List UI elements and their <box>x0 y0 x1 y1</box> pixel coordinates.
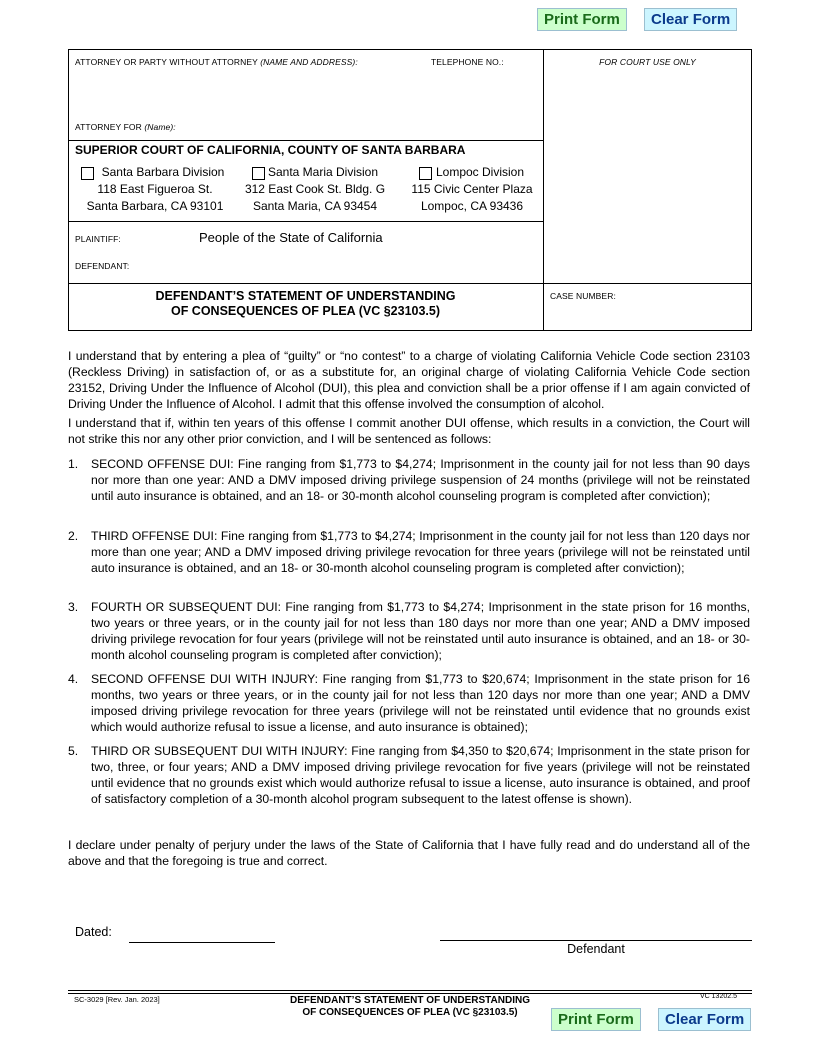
form-id: SC-3029 [Rev. Jan. 2023] <box>74 995 160 1004</box>
form-title: DEFENDANT’S STATEMENT OF UNDERSTANDING OF CONSEQUENCES OF PLEA (VC §23103.5) <box>155 289 456 318</box>
code-reference: VC 13202.5 <box>700 993 737 1000</box>
footer-title: DEFENDANT’S STATEMENT OF UNDERSTANDING OF CONSEQUENCES OF PLEA (VC §23103.5) <box>290 995 530 1018</box>
plaintiff-value: People of the State of California <box>199 230 383 245</box>
item-number: 1. <box>68 457 79 471</box>
defendant-signature-label: Defendant <box>567 942 625 956</box>
item-number: 5. <box>68 744 79 758</box>
case-number-label: CASE NUMBER: <box>550 291 616 301</box>
divider-parties <box>68 283 752 284</box>
item-number: 2. <box>68 529 79 543</box>
dated-label: Dated: <box>75 925 112 939</box>
item-second-offense: SECOND OFFENSE DUI: Fine ranging from $1,773 to $4,274; Imprisonment in the county jail for not less than 90 days nor more than one year: AND a DMV imposed driving privilege suspension of 24 months (privilege will not be reinstated until auto insurance is obtained, and an 18- or 30-month alcohol counseling program is completed after conviction); <box>91 457 750 503</box>
divider-court <box>68 221 543 222</box>
attorney-for-input[interactable] <box>190 118 534 136</box>
clear-form-button[interactable]: Clear Form <box>644 8 737 31</box>
defendant-label: DEFENDANT: <box>75 261 130 271</box>
defendant-signature-line[interactable] <box>440 940 752 941</box>
attorney-for-label: ATTORNEY FOR (Name): <box>75 122 176 132</box>
item-second-injury: SECOND OFFENSE DUI WITH INJURY: Fine ranging from $1,773 to $20,674; Imprisonment in the state prison for 16 months, two years or three years, or in the county jail for not less than 120 days nor more than one year; AND a DMV imposed driving privilege revocation for three years (privilege will not be reinstated until evidence that no grounds exist which would authorize refusal to issue a license, and auto insurance is obtained); <box>91 672 750 734</box>
paragraph-consequences: I understand that if, within ten years of this offense I commit another DUI offense, which results in a conviction, the Court will not strike this nor any other prior conviction, and I will be sentenced as follows: <box>68 416 750 446</box>
lompoc-division: Lompoc Division 115 Civic Center Plaza Lompoc, CA 93436 <box>411 165 533 213</box>
attorney-label: ATTORNEY OR PARTY WITHOUT ATTORNEY (NAME AND ADDRESS): <box>75 57 358 67</box>
divider-attorney <box>68 140 543 141</box>
case-number-input[interactable] <box>550 306 750 326</box>
santa-barbara-division: Santa Barbara Division 118 East Figueroa St. Santa Barbara, CA 93101 <box>86 165 225 213</box>
telephone-label: TELEPHONE NO.: <box>431 57 504 67</box>
attorney-name-address-input[interactable] <box>74 70 538 120</box>
footer-rule-bottom <box>68 993 752 994</box>
print-form-button[interactable]: Print Form <box>537 8 627 31</box>
clear-form-button-bottom[interactable]: Clear Form <box>658 1008 751 1031</box>
print-form-button-bottom[interactable]: Print Form <box>551 1008 641 1031</box>
item-third-injury: THIRD OR SUBSEQUENT DUI WITH INJURY: Fine ranging from $4,350 to $20,674; Imprisonment in the state prison for two, three, or four years; AND a DMV imposed driving privilege revocation for five years (privilege will not be reinstated until evidence that no grounds exist which would authorize refusal to issue a license, auto insurance is obtained, and proof of satisfactory completion of a 30-month alcohol program subsequent to the latest offense is shown). <box>91 744 750 806</box>
declaration: I declare under penalty of perjury under the laws of the State of California that I have fully read and do understand all of the above and that the foregoing is true and correct. <box>68 838 750 868</box>
item-number: 4. <box>68 672 79 686</box>
footer-rule-top <box>68 990 752 991</box>
court-title: SUPERIOR COURT OF CALIFORNIA, COUNTY OF SANTA BARBARA <box>75 143 466 157</box>
plaintiff-label: PLAINTIFF: <box>75 234 121 244</box>
court-use-label: FOR COURT USE ONLY <box>599 57 696 67</box>
santa-maria-division: Santa Maria Division 312 East Cook St. Bldg. G Santa Maria, CA 93454 <box>244 165 386 213</box>
dated-input[interactable] <box>129 924 275 943</box>
item-number: 3. <box>68 600 79 614</box>
item-third-offense: THIRD OFFENSE DUI: Fine ranging from $1,773 to $4,274; Imprisonment in the county jail for not less than 120 days nor more than one year; AND a DMV imposed driving privilege revocation for three years (privilege will not be reinstated until auto insurance is obtained, and an 18- or 30-month alcohol counseling program is completed after conviction); <box>91 529 750 575</box>
item-fourth-offense: FOURTH OR SUBSEQUENT DUI: Fine ranging from $1,773 to $4,274; Imprisonment in the state prison for 16 months, two years or three years, or in the county jail for not less than 180 days nor more than one year; AND a DMV imposed driving privilege revocation for four years (privilege will not be reinstated until auto insurance is obtained, and an 18- or 30-month alcohol counseling program is completed after conviction); <box>91 600 750 662</box>
defendant-input[interactable] <box>140 256 539 274</box>
paragraph-plea: I understand that by entering a plea of “guilty” or “no contest” to a charge of violating California Vehicle Code section 23103 (Reckless Driving) in satisfaction of, or as a substitute for, an original charge of violating California Vehicle Code section 23152, Driving Under the Influence of Alcohol (DUI), this plea and conviction shall be a prior offense if I am again convicted of Driving Under the Influence of Alcohol. I admit that this offense involved the consumption of alcohol. <box>68 349 750 411</box>
